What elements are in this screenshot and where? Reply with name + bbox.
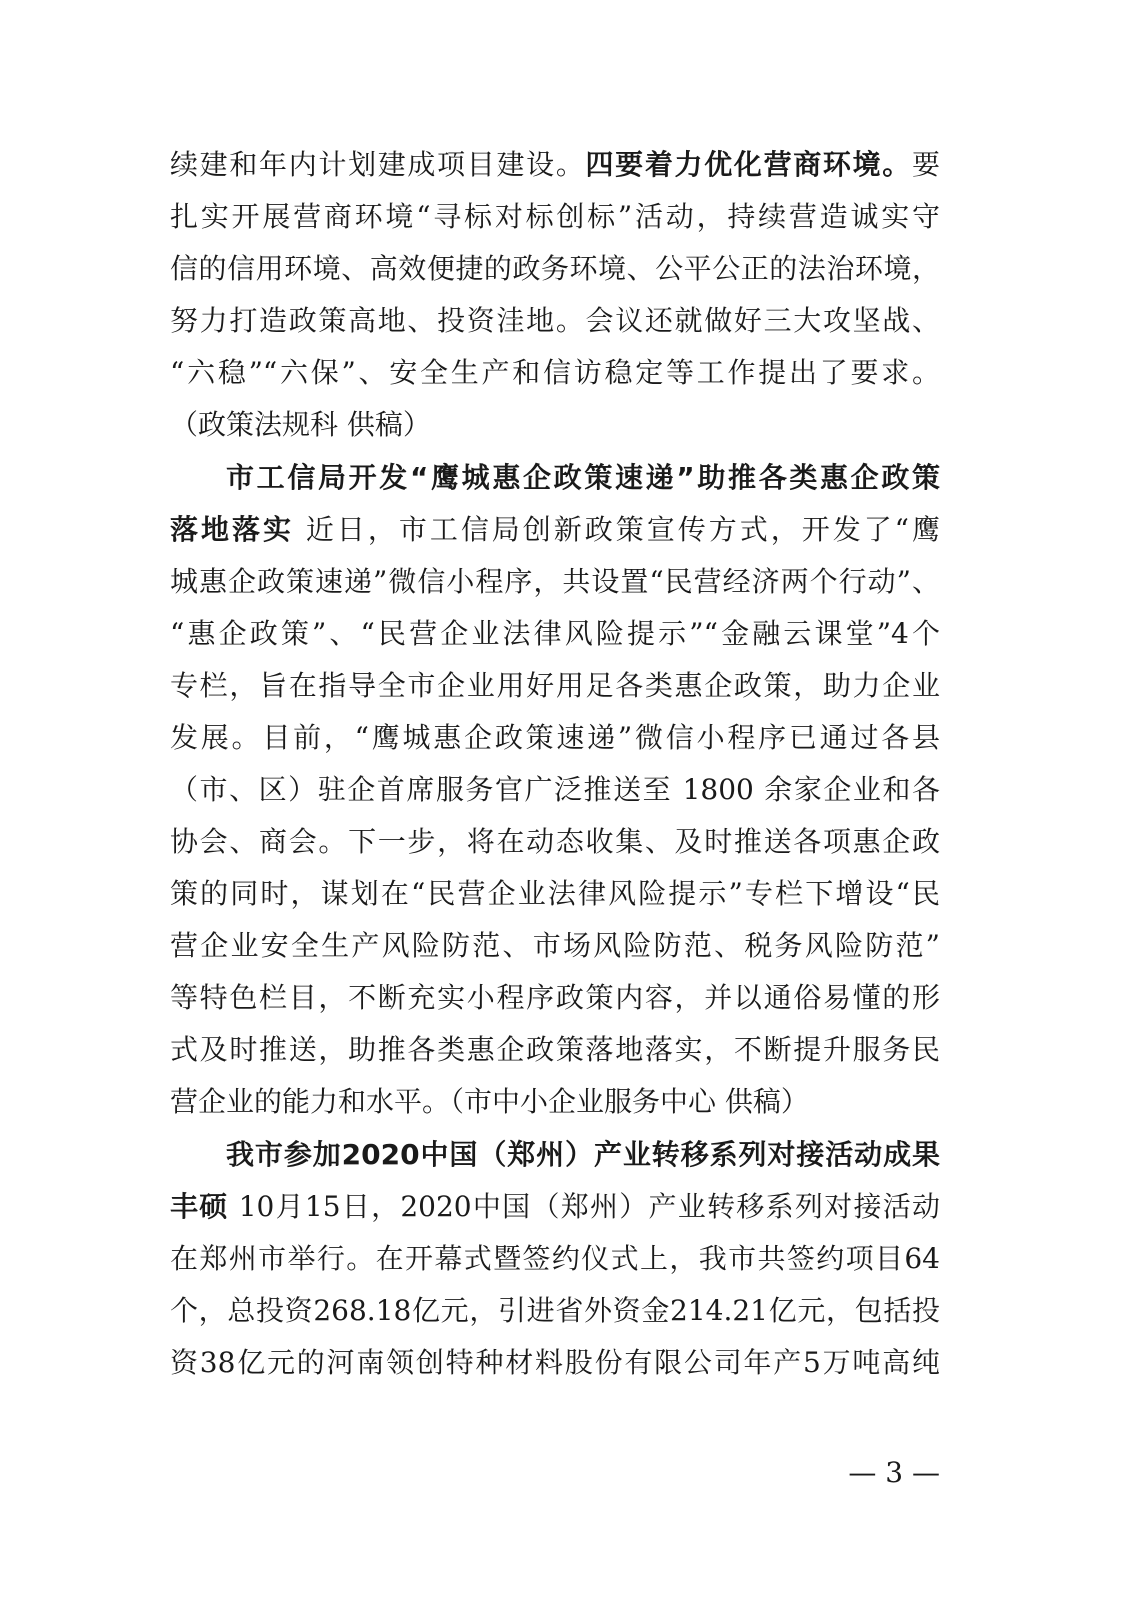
paragraph2-line7: （市、区）驻企首席服务官广泛推送至 1800 余家企业和各 — [170, 773, 940, 806]
paragraph3-line5: 资38亿元的河南领创特种材料股份有限公司年产5万吨高纯 — [170, 1346, 940, 1379]
paragraph2-line9: 策的同时，谋划在“民营企业法律风险提示”专栏下增设“民 — [170, 877, 940, 910]
paragraph1-line2: 扎实开展营商环境“寻标对标创标”活动，持续营造诚实守 — [170, 200, 940, 233]
bold-heading-segment: 落地落实 — [170, 513, 294, 546]
paragraph1-line1 — [170, 140, 940, 190]
paragraph3-line2 — [170, 1182, 940, 1232]
paragraph2-line12: 式及时推送，助推各类惠企政策落地落实，不断提升服务民 — [170, 1033, 940, 1066]
paragraph3-title-line1: 我市参加2020中国（郑州）产业转移系列对接活动成果 — [226, 1138, 940, 1171]
page-number: — 3 — — [848, 1456, 940, 1489]
text-segment: 10月15日，2020中国（郑州）产业转移系列对接活动 — [228, 1190, 940, 1223]
paragraph2-title-line1: 市工信局开发“鹰城惠企政策速递”助推各类惠企政策 — [226, 461, 940, 494]
text-segment: 近日，市工信局创新政策宣传方式，开发了“鹰 — [293, 513, 940, 546]
paragraph2-line4: “惠企政策”、“民营企业法律风险提示”“金融云课堂”4个 — [170, 617, 940, 650]
paragraph2-line5: 专栏，旨在指导全市企业用好用足各类惠企政策，助力企业 — [170, 669, 940, 702]
paragraph2-line8: 协会、商会。下一步，将在动态收集、及时推送各项惠企政 — [170, 825, 940, 858]
paragraph2-line11: 等特色栏目，不断充实小程序政策内容，并以通俗易懂的形 — [170, 981, 940, 1014]
paragraph3-line3: 在郑州市举行。在开幕式暨签约仪式上，我市共签约项目64 — [170, 1242, 940, 1275]
paragraph3-line4: 个，总投资268.18亿元，引进省外资金214.21亿元，包括投 — [170, 1294, 940, 1327]
paragraph1-line4: 努力打造政策高地、投资洼地。会议还就做好三大攻坚战、 — [170, 304, 940, 337]
paragraph1-line3: 信的信用环境、高效便捷的政务环境、公平公正的法治环境， — [170, 252, 940, 285]
paragraph1-line5: “六稳”“六保”、安全生产和信访稳定等工作提出了要求。 — [170, 356, 940, 389]
paragraph2-line2 — [170, 505, 940, 555]
paragraph2-line10: 营企业安全生产风险防范、市场风险防范、税务风险防范” — [170, 929, 940, 962]
paragraph2-line6: 发展。目前，“鹰城惠企政策速递”微信小程序已通过各县 — [170, 721, 940, 754]
text-segment: 要 — [911, 148, 940, 181]
bold-heading-segment: 丰硕 — [170, 1190, 229, 1223]
text-segment: 续建和年内计划建成项目建设。 — [170, 148, 586, 181]
paragraph2-line13: 营企业的能力和水平。（市中小企业服务中心 供稿） — [170, 1085, 809, 1118]
paragraph2-line3: 城惠企政策速递”微信小程序，共设置“民营经济两个行动”、 — [170, 565, 940, 598]
bold-heading-segment: 四要着力优化营商环境。 — [585, 148, 912, 181]
paragraph1-source: （政策法规科 供稿） — [170, 408, 431, 441]
